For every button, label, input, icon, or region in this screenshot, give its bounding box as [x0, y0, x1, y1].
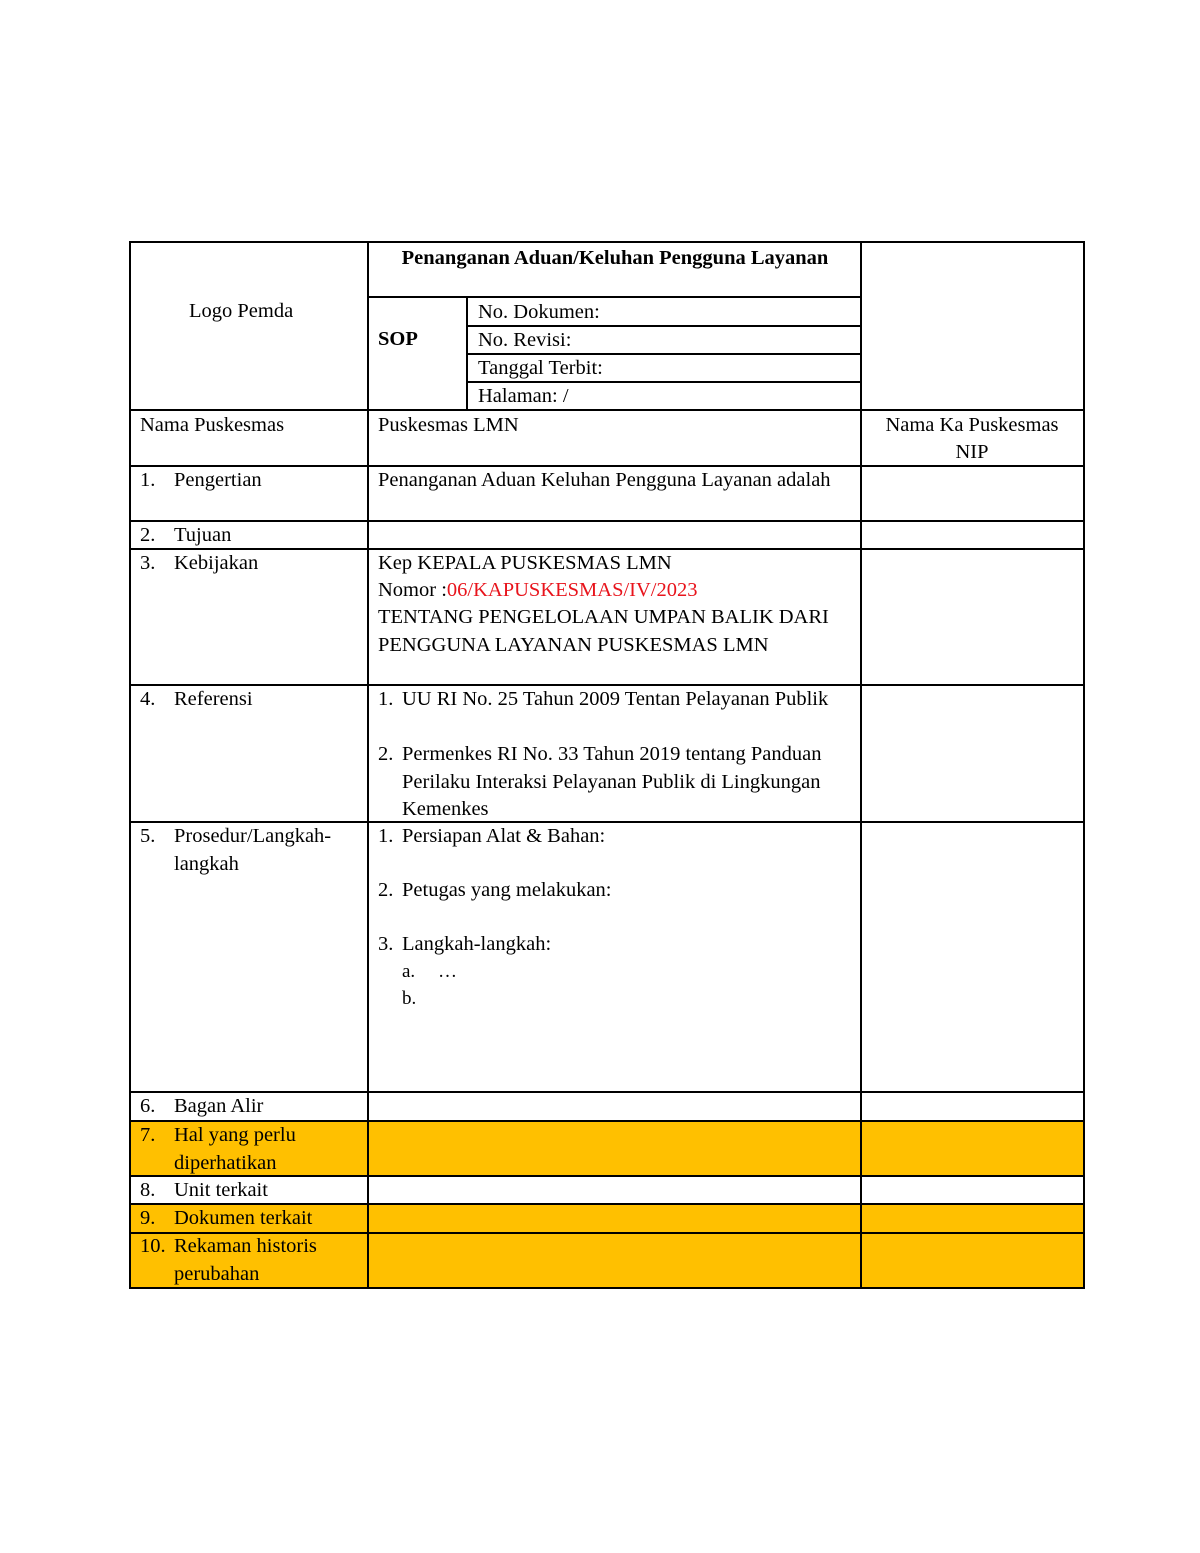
- referensi-item-1: UU RI No. 25 Tahun 2009 Tentan Pelayanan Publik: [402, 688, 829, 710]
- prosedur-item-1: Persiapan Alat & Bahan:: [402, 825, 606, 847]
- row-hal-num: 7.: [140, 1124, 156, 1146]
- kebijakan-line-1: Kep KEPALA PUSKESMAS LMN: [378, 552, 672, 574]
- row-unit-label: Unit terkait: [174, 1179, 268, 1201]
- row-unit-num: 8.: [140, 1179, 156, 1201]
- no-revisi-field: No. Revisi:: [478, 329, 572, 351]
- logo-placeholder: Logo Pemda: [189, 300, 294, 322]
- prosedur-item-2-num: 2.: [378, 879, 394, 901]
- row-line-1: [130, 520, 1084, 522]
- referensi-item-2: Permenkes RI No. 33 Tahun 2019 tentang Panduan Perilaku Interaksi Pelayanan Publik di Lingkungan Kemenkes: [402, 743, 822, 820]
- row-kebijakan-label: Kebijakan: [174, 552, 259, 574]
- prosedur-item-3-num: 3.: [378, 933, 394, 955]
- tanggal-terbit-field: Tanggal Terbit:: [478, 357, 603, 379]
- row-tujuan-num: 2.: [140, 524, 156, 546]
- col-line-2: [860, 242, 862, 1288]
- row-kebijakan-num: 3.: [140, 552, 156, 574]
- kebijakan-nomor-prefix: Nomor :: [378, 579, 447, 601]
- row-referensi-label: Referensi: [174, 688, 253, 710]
- halaman-field: Halaman: /: [478, 385, 569, 407]
- sop-label: SOP: [378, 328, 418, 350]
- kepala-puskesmas-name: Nama Ka Puskesmas: [885, 414, 1059, 436]
- title-underline: [368, 296, 861, 298]
- row-tujuan-label: Tujuan: [174, 524, 232, 546]
- row-bagan-num: 6.: [140, 1095, 156, 1117]
- nama-puskesmas-label: Nama Puskesmas: [140, 414, 285, 436]
- row-prosedur-num: 5.: [140, 825, 156, 847]
- row-dokumen-num: 9.: [140, 1207, 156, 1229]
- prosedur-item-1-num: 1.: [378, 825, 394, 847]
- prosedur-sub-a: …: [438, 961, 457, 982]
- kebijakan-nomor: [378, 577, 698, 605]
- row-rekaman-num: 10.: [140, 1235, 166, 1257]
- row-pengertian-content: Penanganan Aduan Keluhan Pengguna Layanan adalah: [378, 469, 831, 491]
- prosedur-item-2: Petugas yang melakukan:: [402, 879, 612, 901]
- prosedur-sub-b-num: b.: [402, 988, 417, 1009]
- prosedur-sub-a-num: a.: [402, 961, 416, 982]
- row-hal-label: Hal yang perlu diperhatikan: [174, 1124, 296, 1174]
- row-line-header: [130, 409, 1084, 411]
- referensi-item-1-num: 1.: [378, 688, 394, 710]
- referensi-item-2-num: 2.: [378, 743, 394, 765]
- row-line-5: [130, 1091, 1084, 1093]
- no-dokumen-field: No. Dokumen:: [478, 301, 600, 323]
- prosedur-item-3: Langkah-langkah:: [402, 933, 552, 955]
- nama-puskesmas-value: Puskesmas LMN: [378, 414, 519, 436]
- row-bagan-label: Bagan Alir: [174, 1095, 264, 1117]
- row-rekaman-label: Rekaman historis perubahan: [174, 1235, 317, 1285]
- col-line-1: [367, 242, 369, 1288]
- kebijakan-rest: TENTANG PENGELOLAAN UMPAN BALIK DARI PENGGUNA LAYANAN PUSKESMAS LMN: [378, 606, 829, 656]
- row-pengertian-label: Pengertian: [174, 469, 262, 491]
- row-dokumen-label: Dokumen terkait: [174, 1207, 313, 1229]
- document-title: Penanganan Aduan/Keluhan Pengguna Layanan: [401, 247, 829, 269]
- row-prosedur-label: Prosedur/Langkah-langkah: [174, 825, 332, 875]
- kebijakan-nomor-value: 06/KAPUSKESMAS/IV/2023: [446, 579, 698, 601]
- row-referensi-num: 4.: [140, 688, 156, 710]
- row-pengertian-num: 1.: [140, 469, 156, 491]
- kepala-puskesmas-nip: NIP: [955, 441, 989, 463]
